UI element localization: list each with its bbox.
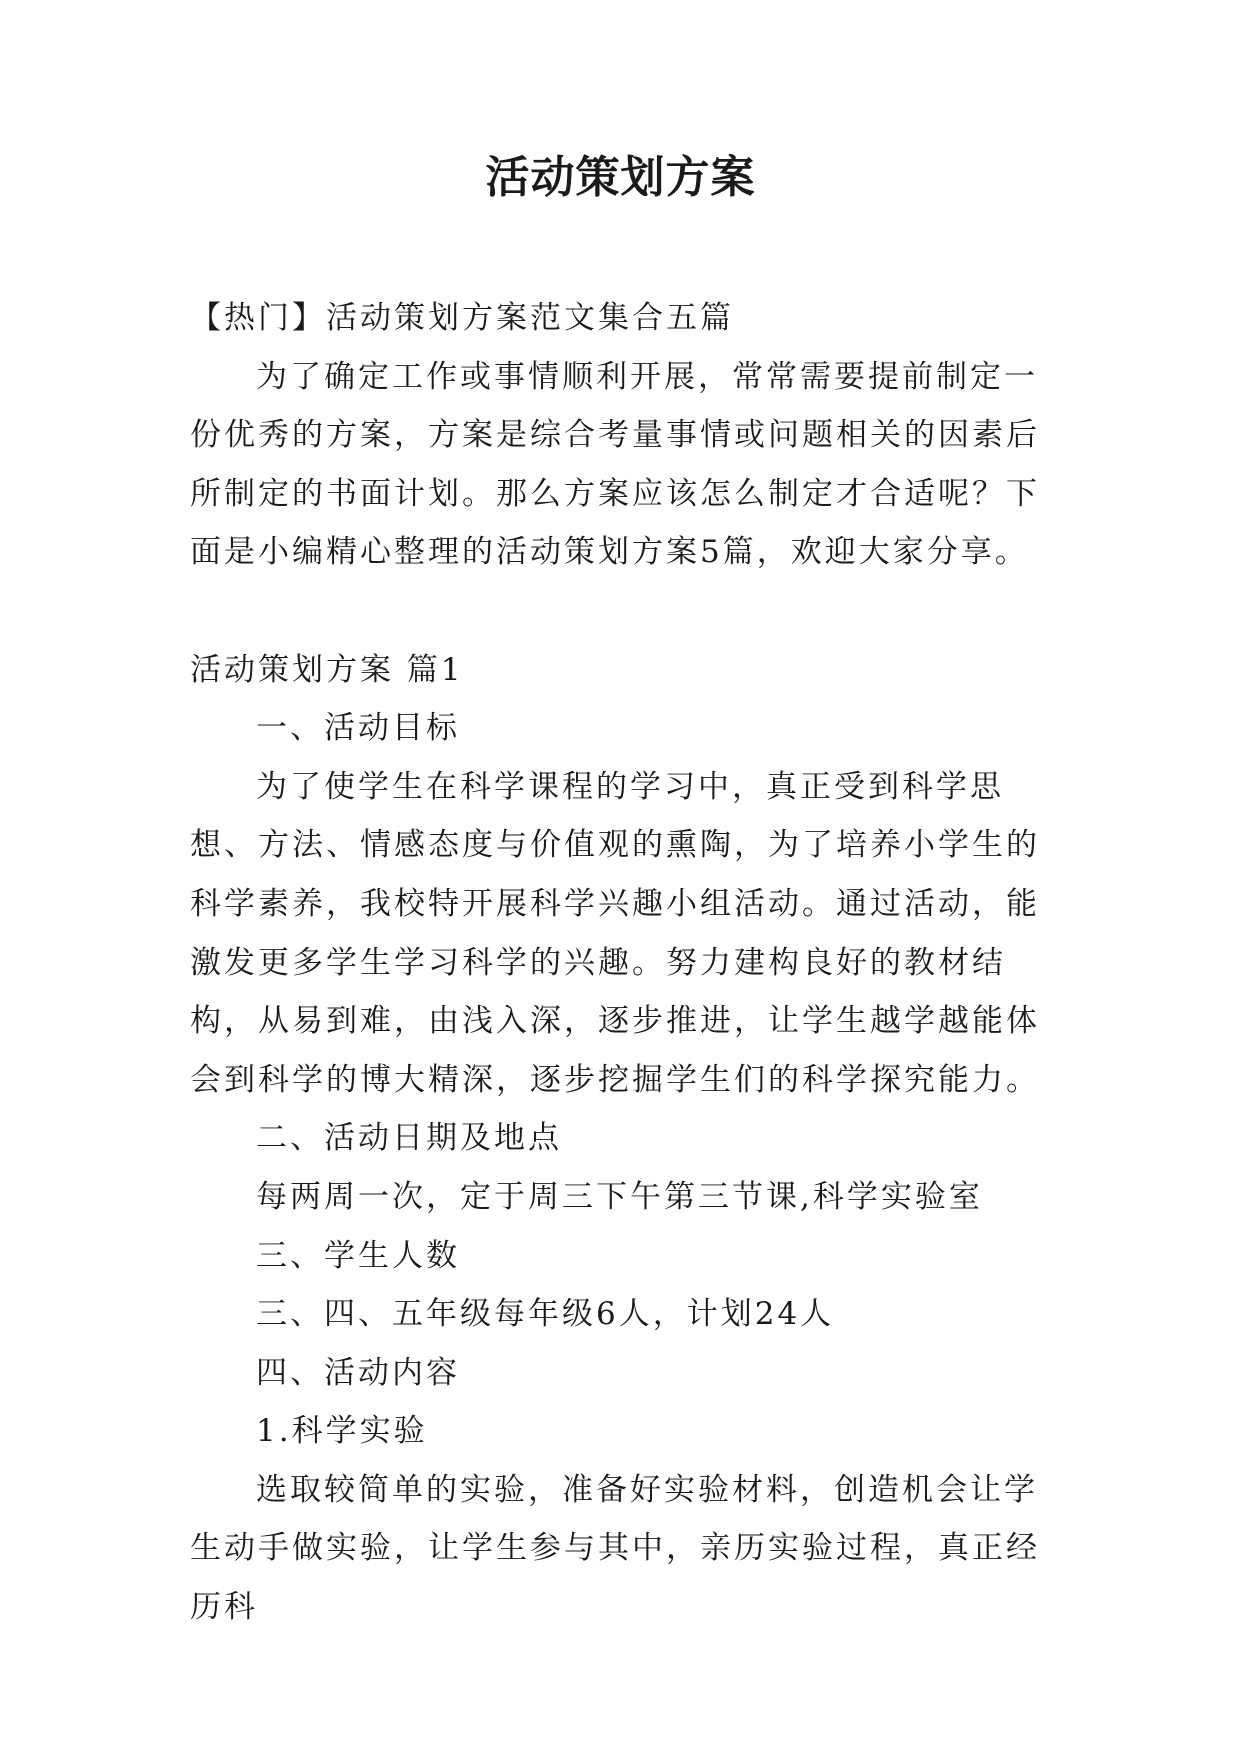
intro-paragraph: 为了确定工作或事情顺利开展，常常需要提前制定一份优秀的方案，方案是综合考量事情或问题相关的因素后所制定的书面计划。那么方案应该怎么制定才合适呢？下面是小编精心整理的活动策划方案5篇，欢迎大家分享。: [190, 358, 1040, 571]
heading-goal: 一、活动目标: [256, 710, 460, 747]
document-body: [190, 289, 1065, 1637]
experiment-paragraph: 选取较简单的实验，准备好实验材料，创造机会让学生动手做实验，让学生参与其中，亲历实验过程，真正经历科: [190, 1471, 1040, 1626]
goal-paragraph: 为了使学生在科学课程的学习中，真正受到科学思想、方法、情感态度与价值观的熏陶，为了培养小学生的科学素养，我校特开展科学兴趣小组活动。通过活动，能激发更多学生学习科学的兴趣。努力建构良好的教材结构，从易到难，由浅入深，逐步推进，让学生越学越能体会到科学的博大精深，逐步挖掘学生们的科学探究能力。: [190, 768, 1040, 1098]
heading-content: 四、活动内容: [256, 1354, 460, 1391]
students-paragraph: 三、四、五年级每年级6人，计划24人: [256, 1296, 835, 1333]
document-title: 活动策划方案: [485, 152, 756, 203]
section-title: 活动策划方案 篇1: [190, 651, 464, 688]
paragraph-gap: [190, 582, 1065, 641]
heading-students: 三、学生人数: [256, 1237, 460, 1274]
heading-experiment: 1.科学实验: [256, 1413, 428, 1450]
date-place-paragraph: 每两周一次，定于周三下午第三节课,科学实验室: [256, 1178, 983, 1215]
heading-date-place: 二、活动日期及地点: [256, 1120, 562, 1157]
lead-line: 【热门】活动策划方案范文集合五篇: [190, 300, 734, 336]
